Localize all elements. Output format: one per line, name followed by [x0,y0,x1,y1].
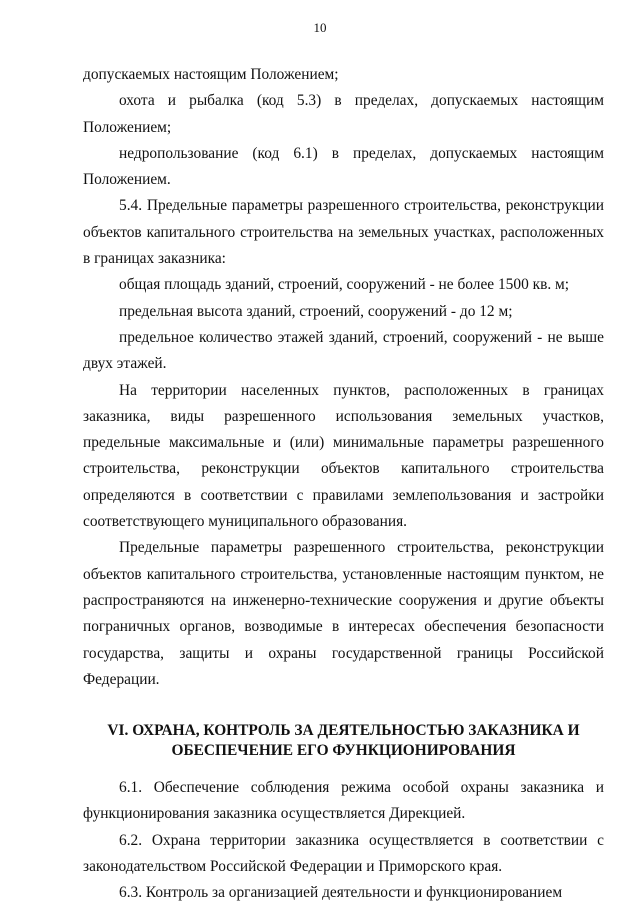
paragraph: недропользование (код 6.1) в пределах, допускаемых настоящим Положением. [83,144,604,189]
paragraph: 6.3. Контроль за организацией деятельности и функционированием [119,884,563,902]
section-heading-line: VI. ОХРАНА, КОНТРОЛЬ ЗА ДЕЯТЕЛЬНОСТЬЮ ЗАКАЗНИКА И [107,722,580,740]
paragraph: 6.2. Охрана территории заказника осуществляется в соответствии с законодательством Российской Федерации и Приморского края. [83,831,604,876]
top-paragraphs [83,62,604,693]
page-content [83,62,604,907]
section-heading-line: ОБЕСПЕЧЕНИЕ ЕГО ФУНКЦИОНИРОВАНИЯ [171,742,516,760]
paragraph: На территории населенных пунктов, расположенных в границах заказника, виды разрешенного использования земельных участков, предельные максимальные и (или) минимальные параметры разрешенного строительства, реконструкции объектов капитального строительства определяются в соответствии с правилами землепользования и застройки соответствующего муниципального образования. [83,381,604,531]
section-heading [83,721,604,761]
paragraph: допускаемых настоящим Положением; [83,66,339,83]
paragraph: 6.1. Обеспечение соблюдения режима особой охраны заказника и функционирования заказника осуществляется Дирекцией. [83,779,604,823]
paragraph: предельное количество этажей зданий, строений, сооружений - не выше двух этажей. [83,328,604,373]
paragraph: Предельные параметры разрешенного строительства, реконструкции объектов капитального строительства, установленные настоящим пунктом, не распространяются на инженерно-технические сооружения и другие объекты пограничных органов, возводимые в интересах обеспечения безопасности государства, защиты и охраны государственной границы Российской Федерации. [83,539,604,688]
paragraph: предельная высота зданий, строений, сооружений - до 12 м; [119,302,513,320]
paragraph: общая площадь зданий, строений, сооружений - не более 1500 кв. м; [119,276,570,294]
paragraph: 5.4. Предельные параметры разрешенного строительства, реконструкции объектов капитального строительства на земельных участках, расположенных в границах заказника: [83,197,604,268]
bottom-paragraphs [83,775,604,906]
page-number: 10 [313,20,327,35]
paragraph: охота и рыбалка (код 5.3) в пределах, допускаемых настоящим Положением; [83,92,604,136]
